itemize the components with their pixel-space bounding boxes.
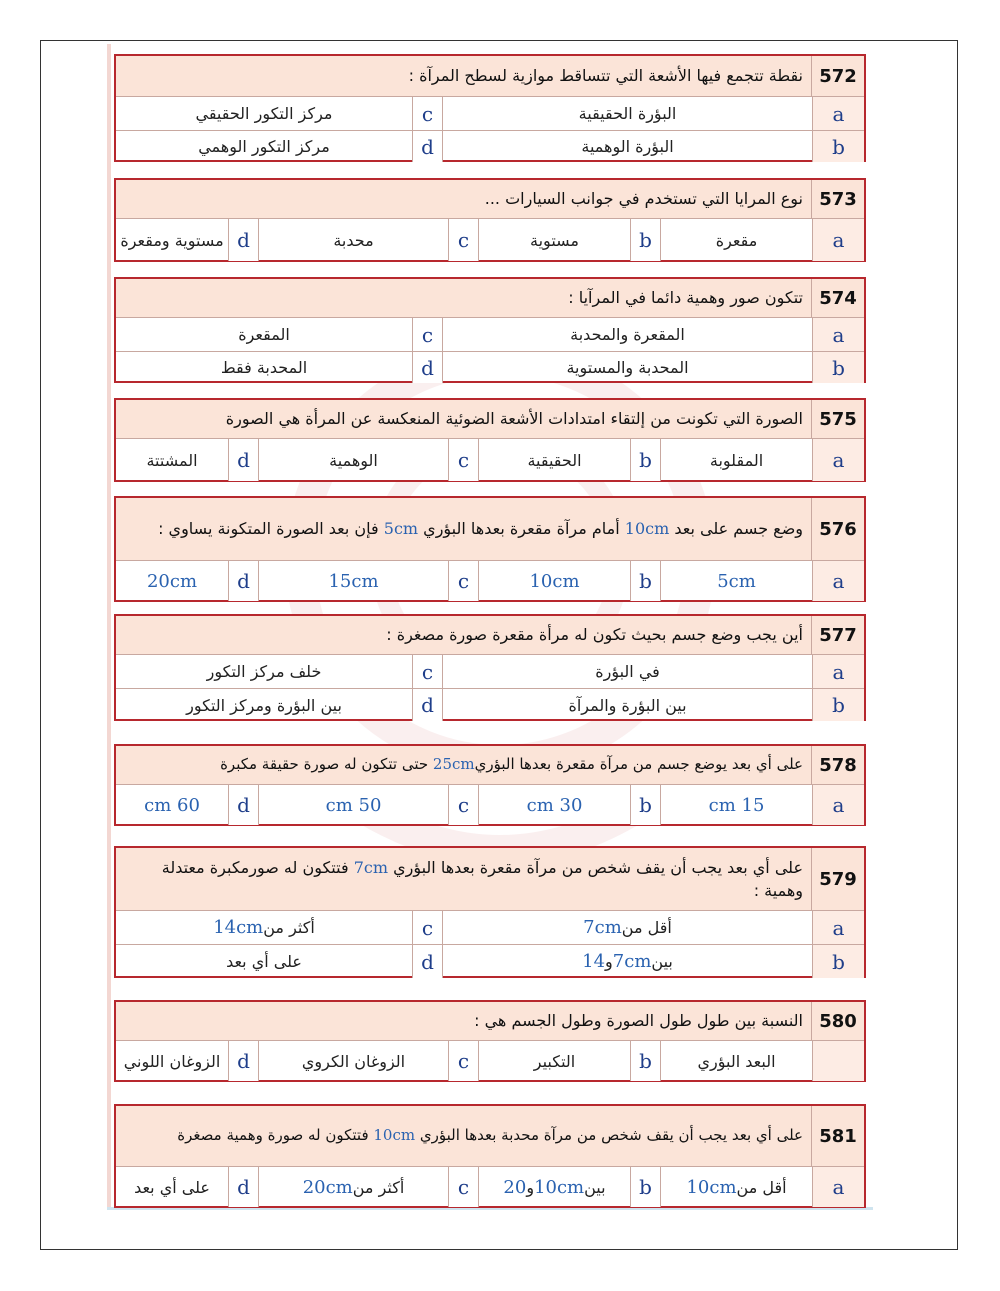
question-580	[114, 1000, 866, 1082]
option-letter: c	[448, 1167, 478, 1207]
option-letter: d	[412, 352, 442, 383]
answer-text: أكثر من	[263, 918, 315, 937]
option-c-answer[interactable]: مركز التكور الحقيقي	[195, 104, 333, 123]
question-text-part: فتتكون له صورمكبرة معتدلة وهمية :	[161, 857, 803, 900]
option-d-answer[interactable]: 20cm	[146, 570, 198, 592]
option-a-answer[interactable]: المقلوبة	[660, 439, 812, 481]
option-b-answer[interactable]: المحدبة والمستوية	[442, 352, 812, 383]
question-text-part: فتتكون له صورة وهمية مصغرة	[177, 1126, 374, 1145]
option-letter: b	[630, 785, 660, 825]
option-a-answer[interactable]: 15 cm	[660, 785, 812, 825]
answer-text: بين	[584, 1177, 606, 1197]
question-text-part: فإن بعد الصورة المتكونة يساوي :	[158, 519, 384, 539]
option-b-answer[interactable]: مستوية	[478, 219, 630, 261]
option-d-answer[interactable]: على أي بعد	[134, 1177, 210, 1197]
question-text-part: حتى تتكون له صورة حقيقة مكبرة	[220, 755, 433, 774]
question-number: 579	[811, 848, 864, 910]
option-letter: d	[228, 1167, 258, 1207]
option-b-answer[interactable]	[478, 1167, 630, 1207]
option-letter: b	[812, 945, 864, 978]
question-number: 576	[811, 498, 864, 560]
answer-text: أكثر من	[352, 1177, 405, 1197]
option-c-answer[interactable]: 15cm	[258, 561, 448, 601]
option-a-answer[interactable]: المقعرة والمحدبة	[442, 318, 812, 351]
option-letter: a	[812, 911, 864, 944]
option-b-answer[interactable]	[442, 945, 812, 978]
option-a-answer[interactable]: البؤرة الحقيقية	[442, 97, 812, 130]
question-number: 580	[811, 1002, 864, 1040]
answer-text: بين	[651, 952, 673, 971]
option-letter: c	[412, 655, 442, 688]
question-number: 581	[811, 1106, 864, 1166]
question-text-part: على أي بعد يجب أن يقف شخص من مرآة محدبة بعدها البؤري	[415, 1126, 803, 1145]
option-d-answer[interactable]: مستوية ومقعرة	[120, 230, 224, 250]
question-text: أين يجب وضع جسم بحيث تكون له مرأة مقعرة صورة مصغرة :	[386, 625, 803, 645]
option-a-answer[interactable]: 5cm	[660, 561, 812, 601]
question-text-part: على أي بعد يجب أن يقف شخص من مرآة مقعرة بعدها البؤري	[388, 857, 803, 877]
option-letter: a	[812, 785, 864, 825]
option-letter: d	[412, 131, 442, 162]
option-letter: a	[812, 219, 864, 261]
question-581	[114, 1104, 866, 1208]
question-value: 10cm	[373, 1126, 416, 1145]
option-letter: d	[228, 219, 258, 261]
question-575	[114, 398, 866, 482]
option-a-answer[interactable]: مقعرة	[660, 219, 812, 261]
option-letter: d	[228, 785, 258, 825]
option-letter: a	[812, 561, 864, 601]
option-letter: b	[812, 131, 864, 162]
question-number: 575	[811, 400, 864, 438]
option-c-answer[interactable]: الوهمية	[258, 439, 448, 481]
question-number: 573	[811, 180, 864, 218]
option-letter: c	[448, 561, 478, 601]
option-letter: d	[228, 1041, 258, 1081]
option-c-answer[interactable]	[258, 1167, 448, 1207]
option-letter: b	[812, 689, 864, 721]
option-letter: d	[412, 689, 442, 721]
question-text: نقطة تتجمع فيها الأشعة التي تتساقط موازية لسطح المرآة :	[408, 66, 803, 86]
option-a-answer[interactable]: البعد البؤري	[660, 1041, 812, 1081]
option-letter: c	[448, 219, 478, 261]
question-text: نوع المرايا التي تستخدم في جوانب السيارات ...	[484, 189, 803, 209]
question-576	[114, 496, 866, 602]
option-b-answer[interactable]: الحقيقية	[478, 439, 630, 481]
question-value: 7cm	[353, 857, 388, 877]
question-text: تتكون صور وهمية دائما في المرآيا :	[568, 288, 803, 308]
answer-text: أقل من	[736, 1177, 787, 1197]
option-d-answer[interactable]: 60 cm	[144, 794, 200, 816]
answer-text: و	[526, 1177, 535, 1197]
question-text-part: وضع جسم على بعد	[669, 519, 803, 539]
question-574	[114, 277, 866, 383]
option-letter: b	[630, 1041, 660, 1081]
question-value: 5cm	[383, 519, 419, 539]
option-letter: c	[412, 97, 442, 130]
left-accent-line	[107, 44, 111, 1209]
answer-value: 10cm	[686, 1176, 737, 1198]
option-letter: c	[448, 439, 478, 481]
question-number: 577	[811, 616, 864, 654]
option-b-answer[interactable]: البؤرة الوهمية	[442, 131, 812, 162]
option-letter: a	[812, 97, 864, 130]
option-a-answer[interactable]	[660, 1167, 812, 1207]
option-b-answer[interactable]: 30 cm	[478, 785, 630, 825]
option-letter: b	[630, 439, 660, 481]
option-letter: a	[812, 318, 864, 351]
question-number: 578	[811, 746, 864, 784]
option-d-answer[interactable]: بين البؤرة ومركز التكور	[186, 695, 342, 715]
answer-text: أقل من	[621, 918, 672, 937]
question-text	[116, 746, 811, 784]
question-text-part: على أي بعد يوضع جسم من مرآة مقعرة بعدها البؤري	[474, 755, 803, 774]
question-text: الصورة التي تكونت من إلتقاء امتدادات الأشعة الضوئية المنعكسة عن المرأة هي الصورة	[225, 409, 803, 429]
option-a-answer[interactable]	[442, 911, 812, 944]
option-letter: d	[412, 945, 442, 978]
option-c-answer[interactable]: المقعرة	[238, 325, 290, 344]
option-c-answer[interactable]: 50 cm	[258, 785, 448, 825]
option-d-answer[interactable]: المحدبة فقط	[220, 358, 308, 377]
option-letter: a	[812, 655, 864, 688]
answer-value: 10cm	[534, 1176, 585, 1198]
question-572	[114, 54, 866, 162]
answer-value: 7cm	[612, 951, 652, 972]
question-text	[116, 498, 811, 560]
question-577	[114, 614, 866, 721]
question-578	[114, 744, 866, 826]
answer-text: و	[605, 952, 613, 971]
option-a-answer[interactable]: في البؤرة	[442, 655, 812, 688]
option-letter: b	[630, 1167, 660, 1207]
question-text-part: أمام مرآة مقعرة بعدها البؤري	[418, 519, 625, 539]
option-d-answer[interactable]: على أي بعد	[226, 952, 302, 971]
option-b-answer[interactable]: 10cm	[478, 561, 630, 601]
option-d-answer[interactable]: مركز التكور الوهمي	[198, 137, 330, 156]
option-letter: b	[630, 561, 660, 601]
option-letter: b	[630, 219, 660, 261]
question-text	[116, 1106, 811, 1166]
question-number: 574	[811, 279, 864, 317]
question-text	[116, 848, 811, 910]
answer-value: 7cm	[583, 917, 622, 938]
option-c-answer[interactable]: محدبة	[258, 219, 448, 261]
option-letter: a	[812, 1167, 864, 1207]
answer-value: 14	[582, 951, 606, 972]
question-text: النسبة بين طول طول الصورة وطول الجسم هي :	[474, 1011, 803, 1031]
answer-value: 20	[503, 1176, 527, 1198]
question-number: 572	[811, 56, 864, 96]
question-579	[114, 846, 866, 978]
option-b-answer[interactable]: بين البؤرة والمرآة	[442, 689, 812, 721]
question-value: 10cm	[624, 519, 670, 539]
option-c-answer[interactable]	[116, 911, 412, 944]
question-value: 25cm	[432, 755, 475, 774]
option-letter: a	[812, 439, 864, 481]
option-letter: c	[448, 1041, 478, 1081]
option-letter: c	[412, 911, 442, 944]
question-573	[114, 178, 866, 262]
option-d-answer[interactable]: الزوغان اللوني	[123, 1051, 221, 1071]
answer-value: 14cm	[213, 917, 264, 938]
option-letter: d	[228, 439, 258, 481]
option-letter: b	[812, 352, 864, 383]
option-b-answer[interactable]: التكبير	[478, 1041, 630, 1081]
option-d-answer[interactable]: المشتتة	[146, 450, 198, 470]
option-c-answer[interactable]: خلف مركز التكور	[206, 662, 322, 681]
option-c-answer[interactable]: الزوغان الكروي	[258, 1041, 448, 1081]
option-letter: d	[228, 561, 258, 601]
option-letter	[812, 1041, 864, 1081]
answer-value: 20cm	[302, 1176, 353, 1198]
option-letter: c	[448, 785, 478, 825]
option-letter: c	[412, 318, 442, 351]
